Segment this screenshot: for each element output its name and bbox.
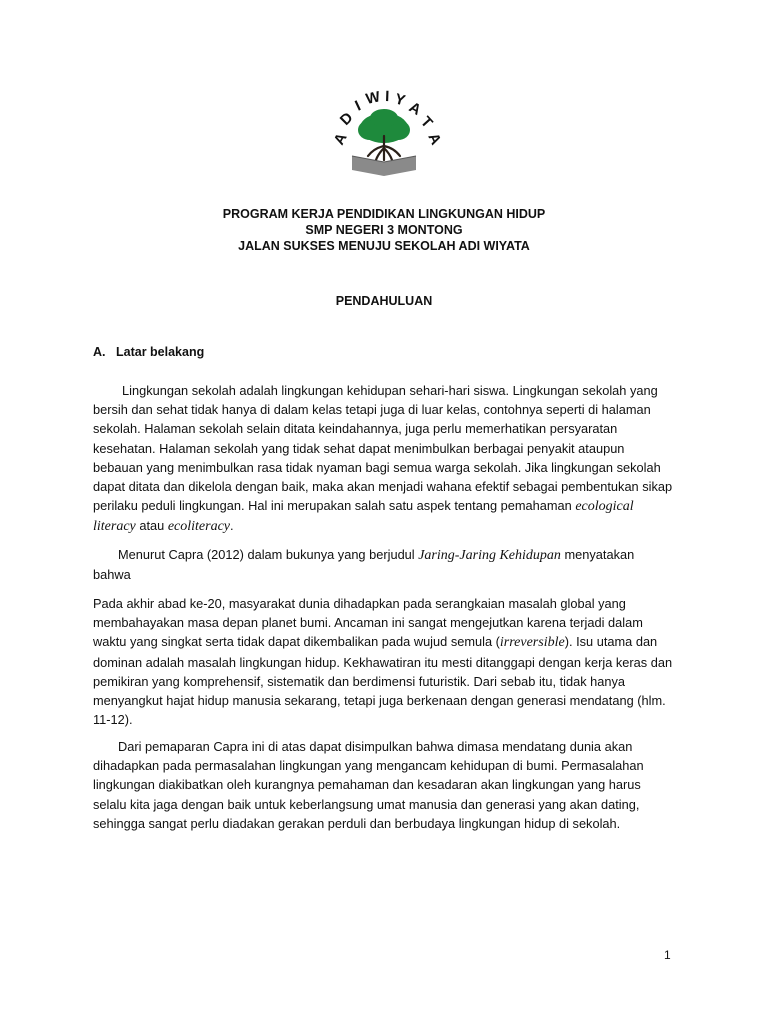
doc-title-line-2: SMP NEGERI 3 MONTONG [305, 223, 463, 237]
svg-text:W: W [364, 88, 382, 108]
paragraph-3-quote [93, 594, 675, 729]
doc-title-line-3: JALAN SUKSES MENUJU SEKOLAH ADI WIYATA [238, 239, 530, 253]
svg-text:A: A [330, 130, 351, 148]
svg-text:A: A [424, 130, 445, 148]
subsection-number: A. [93, 345, 106, 359]
p3-text-2: ). Isu utama dan dominan adalah masalah lingkungan hidup. Kekhawatiran itu mesti ditanggapi dengan kerja keras dan pemikiran yang komprehensif, sistematik dan berdimensi futuristik. Dari sebab itu, tidak hanya menyangkut hajat hidup manusia sekarang, tetapi juga berkenaan dengan generasi mendatang (hlm. 11-12). [93, 634, 673, 728]
adiwiyata-logo [278, 86, 490, 182]
p1-italic-term: ecological literacy [93, 499, 634, 535]
subsection-heading [93, 345, 204, 359]
paragraph-2 [93, 545, 675, 584]
svg-text:Y: Y [392, 90, 408, 110]
svg-text:T: T [417, 113, 436, 132]
svg-text:D: D [336, 109, 357, 129]
svg-text:I: I [352, 97, 364, 115]
p3-italic-term: irreversible [499, 635, 565, 651]
p2-book-title: Jaring-Jaring Kehidupan [418, 548, 561, 563]
subsection-label: Latar belakang [116, 345, 205, 359]
doc-title-line-1: PROGRAM KERJA PENDIDIKAN LINGKUNGAN HIDUP [222, 207, 546, 221]
svg-text:A: A [406, 98, 424, 119]
p1-end: . [230, 518, 234, 534]
p1-italic-term-2: ecoliteracy [167, 519, 230, 535]
page-number: 1 [664, 948, 671, 962]
section-title: PENDAHULUAN [335, 294, 433, 308]
p1-connector: atau [139, 518, 165, 534]
p1-text: Lingkungan sekolah adalah lingkungan kehidupan sehari-hari siswa. Lingkungan sekolah yang bersih dan sehat tidak hanya di dalam kelas tetapi juga di luar kelas, contohnya seperti di halaman sekolah. Halaman sekolah selain ditata keindahannya, juga perlu memerhatikan persyaratan kesehatan. Halaman sekolah yang tidak sehat dapat menimbulkan berbagai penyakit ataupun bebauan yang menimbulkan rasa tidak nyaman bagi semua warga sekolah. Jika lingkungan sekolah dapat ditata dan dikelola dengan baik, maka akan menjadi wahana efektif sebagai pembentukan sikap perilaku peduli lingkungan. Hal ini merupakan salah satu aspek tentang pemahaman [93, 383, 673, 514]
svg-text:I: I [384, 88, 390, 106]
paragraph-4: Dari pemaparan Capra ini di atas dapat disimpulkan bahwa dimasa mendatang dunia akan dihadapkan pada permasalahan lingkungan yang mengancam kehidupan di bumi. Permasalahan lingkungan diakibatkan oleh kurangnya pemahaman dan kesadaran akan lingkungan yang harus selalu kita jaga dengan baik untuk keberlangsung umat manusia dan generasi yang akan dating, sehingga sangat perlu diadakan gerakan perduli dan berbudaya lingkungan hidup di sekolah. [93, 739, 644, 831]
p2-text: Menurut Capra (2012) dalam bukunya yang berjudul [118, 547, 415, 562]
p2-text-2: menyatakan bahwa [93, 547, 635, 583]
paragraph-1 [93, 381, 675, 537]
p3-text: Pada akhir abad ke-20, masyarakat dunia dihadapkan pada serangkaian masalah global yang membahayakan masa depan planet bumi. Ancaman ini sangat mengejutkan karena terjadi dalam waktu yang singkat serta tidak dapat dikembalikan pada wujud semula ( [93, 596, 643, 650]
